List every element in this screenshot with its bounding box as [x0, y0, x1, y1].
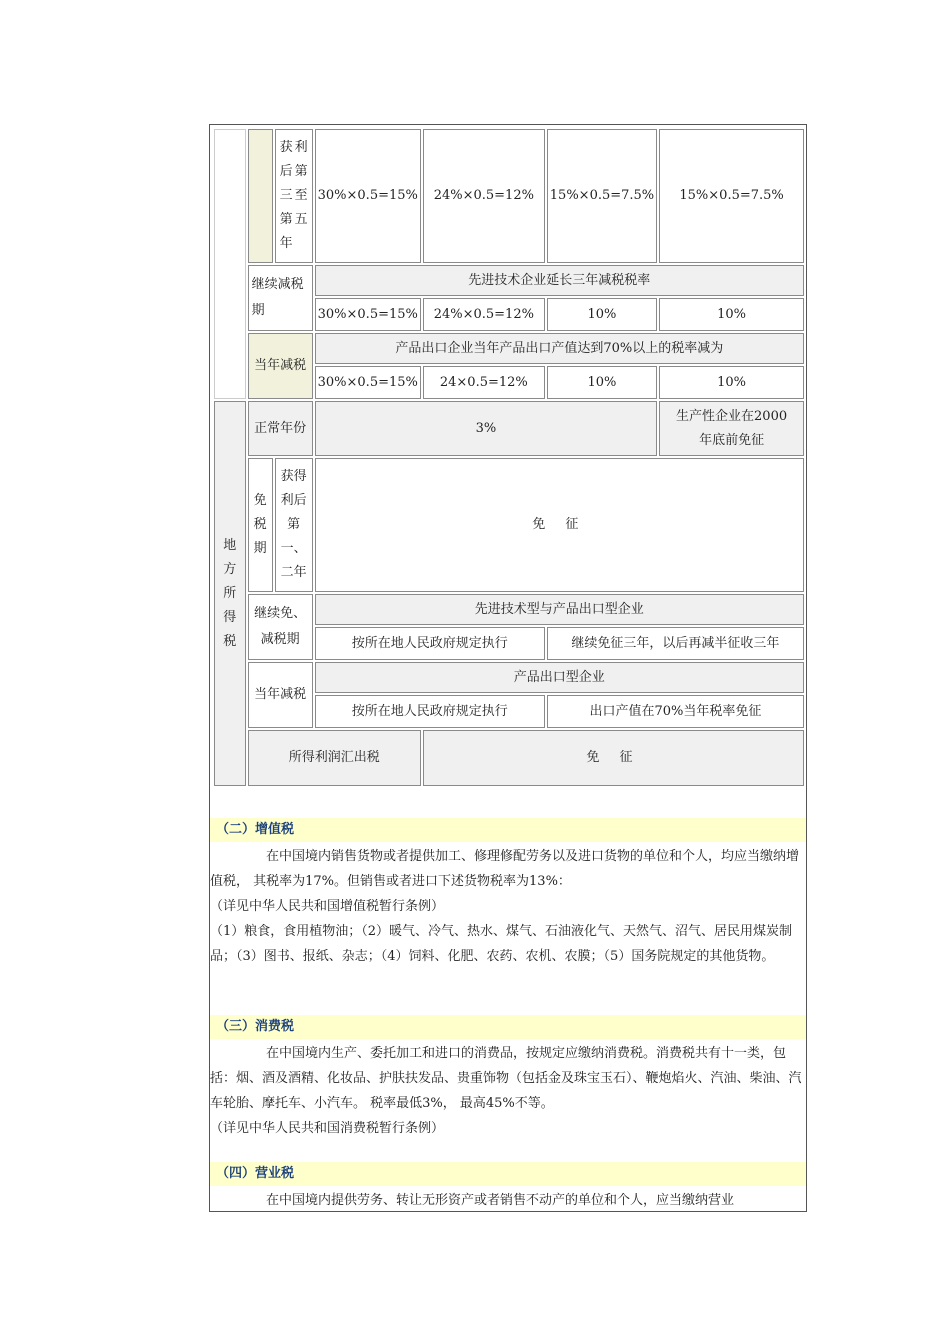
paragraph: （详见中华人民共和国增值税暂行条例）: [210, 899, 445, 914]
normal-rate-cell: 3%: [315, 401, 658, 456]
rate-cell: 30%×0.5=15%: [315, 298, 421, 331]
row-label-exempt-period: 免税期: [248, 458, 273, 592]
rate-cell: 30%×0.5=15%: [315, 366, 421, 399]
row-label-current-year-local: 当年减税: [248, 662, 313, 728]
paragraph: 在中国境内提供劳务、转让无形资产或者销售不动产的单位和个人，应当缴纳营业: [266, 1193, 735, 1208]
policy-cell: 出口产值在70%当年税率免征: [547, 695, 804, 728]
rate-cell: 15%×0.5=7.5%: [547, 129, 657, 263]
blank-group-cell: [214, 129, 246, 399]
row-label-profit-3-5: 获利后第三至第五年: [275, 129, 313, 263]
paragraph: 在中国境内销售货物或者提供加工、修理修配劳务以及进口货物的单位和个人，均应当缴纳增值税， 其税率为17%。但销售或者进口下述货物税率为13%：: [210, 849, 800, 889]
paragraph: （详见中华人民共和国消费税暂行条例）: [210, 1121, 445, 1136]
tax-rate-table: [212, 127, 806, 788]
section-header-cell: 先进技术企业延长三年减税税率: [315, 265, 804, 296]
rate-cell: 24%×0.5=12%: [423, 298, 545, 331]
sub-group-cell: [248, 129, 273, 263]
policy-cell: 按所在地人民政府规定执行: [315, 627, 545, 660]
policy-cell: 按所在地人民政府规定执行: [315, 695, 545, 728]
row-label-normal-year: 正常年份: [248, 401, 313, 456]
paragraph: 在中国境内生产、委托加工和进口的消费品，按规定应缴纳消费税。消费税共有十一类，包括：烟、酒及酒精、化妆品、护肤扶发品、贵重饰物（包括金及珠宝玉石）、鞭炮焰火、汽油、柴油、汽车轮胎、摩托车、小汽车。 税率最低3%， 最高45%不等。: [210, 1046, 802, 1111]
row-label-continued-reduction: 继续减税期: [248, 265, 313, 331]
rate-cell: 10%: [659, 366, 804, 399]
section-vat-body: [210, 844, 806, 969]
exempt-value-cell: 免 征: [315, 458, 804, 592]
row-sublabel-exempt-years: 获得利后第一、二年: [275, 458, 313, 592]
policy-cell: 继续免征三年，以后再减半征收三年: [547, 627, 804, 660]
rate-cell: 24%×0.5=12%: [423, 129, 545, 263]
section-header-cell: 产品出口型企业: [315, 662, 804, 693]
document-frame: [209, 124, 807, 1212]
section-business-tax-body: [210, 1188, 806, 1212]
section-consumption-tax-body: [210, 1041, 806, 1141]
row-label-continued-exempt: 继续免、减税期: [248, 594, 313, 660]
section-header-cell: 产品出口企业当年产品出口产值达到70%以上的税率减为: [315, 333, 804, 364]
section-business-tax-title: （四）营业税: [210, 1162, 806, 1186]
rate-cell: 10%: [547, 298, 657, 331]
remittance-value-cell: 免 征: [423, 730, 804, 786]
rate-cell: 30%×0.5=15%: [315, 129, 421, 263]
section-consumption-tax-title: （三）消费税: [210, 1015, 806, 1039]
normal-note-cell: 生产性企业在2000年底前免征: [659, 401, 804, 456]
section-header-cell: 先进技术型与产品出口型企业: [315, 594, 804, 625]
paragraph: （1）粮食，食用植物油；（2）暖气、冷气、热水、煤气、石油液化气、天然气、沼气、居民用煤炭制品；（3）图书、报纸、杂志；（4）饲料、化肥、农药、农机、农膜；（5）国务院规定的其他货物。: [210, 924, 793, 964]
row-label-current-year-reduction: 当年减税: [248, 333, 313, 399]
rate-cell: 10%: [659, 298, 804, 331]
rate-cell: 15%×0.5=7.5%: [659, 129, 804, 263]
row-label-remittance-tax: 所得利润汇出税: [248, 730, 421, 786]
section-vat-title: （二）增值税: [210, 818, 806, 842]
rate-cell: 10%: [547, 366, 657, 399]
rate-cell: 24×0.5=12%: [423, 366, 545, 399]
local-income-tax-label: 地方所得税: [214, 401, 246, 786]
